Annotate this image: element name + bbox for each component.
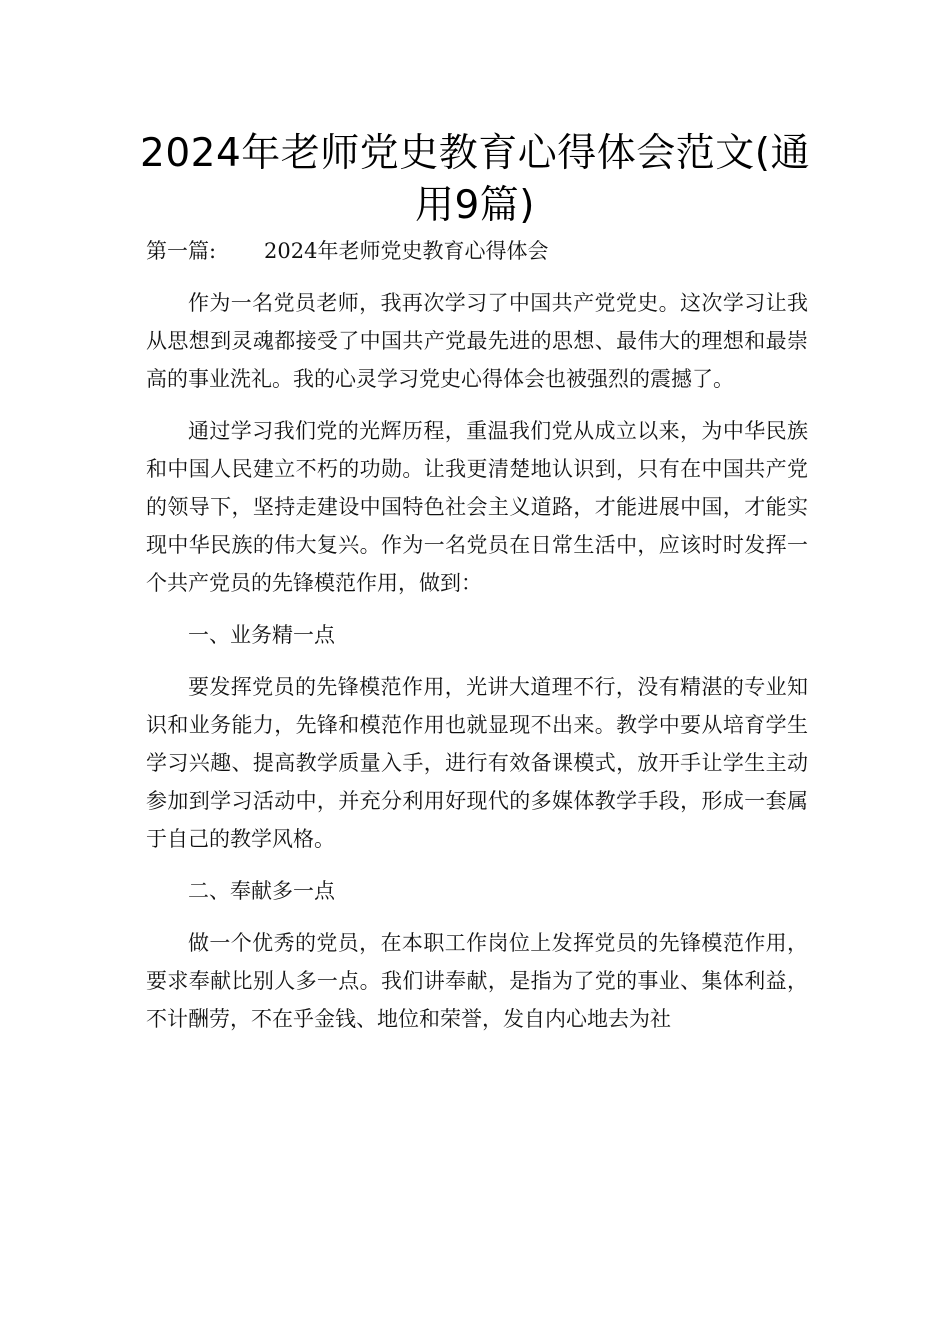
paragraph-intro: 作为一名党员老师，我再次学习了中国共产党党史。这次学习让我从思想到灵魂都接受了中国共产党最先进的思想、最伟大的理想和最崇高的事业洗礼。我的心灵学习党史心得体会也被强烈的震撼了。 xyxy=(146,291,808,391)
title-line-1: 2024年老师党史教育心得体会范文(通 xyxy=(140,131,810,176)
document-title xyxy=(120,128,830,232)
paragraph-business: 要发挥党员的先锋模范作用，光讲大道理不行，没有精湛的专业知识和业务能力，先锋和模范作用也就显现不出来。教学中要从培育学生学习兴趣、提高教学质量入手，进行有效备课模式，放开手让学生主动参加到学习活动中，并充分利用好现代的多媒体教学手段，形成一套属于自己的教学风格。 xyxy=(146,675,808,851)
section-heading-dedication: 二、奉献多一点 xyxy=(188,879,335,903)
paragraph-history: 通过学习我们党的光辉历程，重温我们党从成立以来，为中华民族和中国人民建立不朽的功勋。让我更清楚地认识到，只有在中国共产党的领导下，坚持走建设中国特色社会主义道路，才能进展中国，才能实现中华民族的伟大复兴。作为一名党员在日常生活中，应该时时发挥一个共产党员的先锋模范作用，做到： xyxy=(146,419,808,595)
chapter-label: 第一篇: xyxy=(146,239,217,263)
title-line-2: 用9篇) xyxy=(414,183,536,228)
chapter-heading xyxy=(146,232,808,270)
paragraph-dedication: 做一个优秀的党员，在本职工作岗位上发挥党员的先锋模范作用，要求奉献比别人多一点。我们讲奉献，是指为了党的事业、集体利益，不计酬劳，不在乎金钱、地位和荣誉，发自内心地去为社 xyxy=(146,931,808,1031)
document-body xyxy=(146,232,808,1052)
chapter-title: 2024年老师党史教育心得体会 xyxy=(264,239,549,263)
section-heading-business: 一、业务精一点 xyxy=(188,623,335,647)
